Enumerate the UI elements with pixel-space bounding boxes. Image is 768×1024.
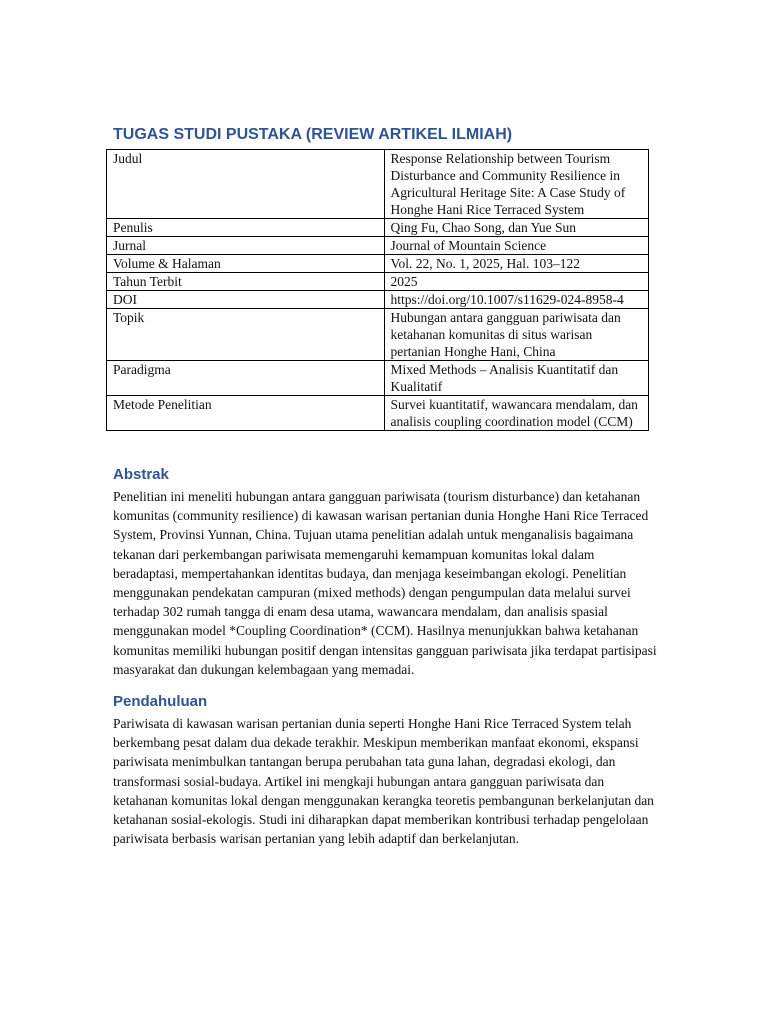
row-label-jurnal: Jurnal <box>107 237 385 255</box>
table-row <box>107 237 649 255</box>
pendahuluan-heading: Pendahuluan <box>113 693 208 711</box>
row-value-paradigma: Mixed Methods – Analisis Kuantitatif dan Kualitatif <box>384 361 648 396</box>
row-value-topik: Hubungan antara gangguan pariwisata dan ketahanan komunitas di situs warisan pertanian Honghe Hani, China <box>384 309 648 361</box>
table-row <box>107 309 649 361</box>
table-row <box>107 255 649 273</box>
row-label-penulis: Penulis <box>107 219 385 237</box>
document-page <box>113 124 658 848</box>
row-label-tahun: Tahun Terbit <box>107 273 385 291</box>
document-title: TUGAS STUDI PUSTAKA (REVIEW ARTIKEL ILMIAH) <box>113 126 513 143</box>
row-label-doi: DOI <box>107 291 385 309</box>
row-label-topik: Topik <box>107 309 385 361</box>
table-row <box>107 361 649 396</box>
table-row <box>107 219 649 237</box>
pendahuluan-paragraph: Pariwisata di kawasan warisan pertanian dunia seperti Honghe Hani Rice Terraced System telah berkembang pesat dalam dua dekade terakhir. Meskipun memberikan manfaat ekonomi, ekspansi pariwisata menimbulkan tantangan berupa perubahan tata guna lahan, degradasi ekologi, dan transformasi sosial-budaya. Artikel ini mengkaji hubungan antara gangguan pariwisata dan ketahanan komunitas lokal dengan menggunakan kerangka teoretis pembangunan berkelanjutan dan ketahanan sosial-ekologis. Studi ini diharapkan dapat memberikan kontribusi terhadap pengelolaan pariwisata berbasis warisan pertanian yang lebih adaptif dan berkelanjutan. <box>113 716 654 847</box>
abstrak-heading: Abstrak <box>113 466 169 483</box>
row-label-paradigma: Paradigma <box>107 361 385 396</box>
article-metadata-table <box>106 149 649 431</box>
row-value-judul: Response Relationship between Tourism Disturbance and Community Resilience in Agricultural Heritage Site: A Case Study of Honghe Hani Rice Terraced System <box>384 150 648 219</box>
row-value-volume: Vol. 22, No. 1, 2025, Hal. 103–122 <box>384 255 648 273</box>
row-value-jurnal: Journal of Mountain Science <box>384 237 648 255</box>
abstrak-paragraph: Penelitian ini meneliti hubungan antara gangguan pariwisata (tourism disturbance) dan ketahanan komunitas (community resilience) di kawasan warisan pertanian dunia Honghe Hani Rice Terraced System, Provinsi Yunnan, China. Tujuan utama penelitian adalah untuk menganalisis bagaimana tekanan dari perkembangan pariwisata memengaruhi kemampuan komunitas lokal dalam beradaptasi, mempertahankan identitas budaya, dan menjaga keseimbangan ekologi. Penelitian menggunakan pendekatan campuran (mixed methods) dengan pengumpulan data melalui survei terhadap 302 rumah tangga di enam desa utama, wawancara mendalam, dan analisis spasial menggunakan model *Coupling Coordination* (CCM). Hasilnya menunjukkan bahwa ketahanan komunitas memiliki hubungan positif dengan intensitas gangguan pariwisata jika terdapat partisipasi masyarakat dan dukungan kelembagaan yang memadai. <box>113 489 657 677</box>
row-value-doi: https://doi.org/10.1007/s11629-024-8958-4 <box>384 291 648 309</box>
row-label-judul: Judul <box>107 150 385 219</box>
row-label-metode: Metode Penelitian <box>107 396 385 431</box>
table-row <box>107 150 649 219</box>
table-row <box>107 396 649 431</box>
table-row <box>107 273 649 291</box>
row-label-volume: Volume & Halaman <box>107 255 385 273</box>
table-row <box>107 291 649 309</box>
row-value-metode: Survei kuantitatif, wawancara mendalam, dan analisis coupling coordination model (CCM) <box>384 396 648 431</box>
row-value-tahun: 2025 <box>384 273 648 291</box>
row-value-penulis: Qing Fu, Chao Song, dan Yue Sun <box>384 219 648 237</box>
